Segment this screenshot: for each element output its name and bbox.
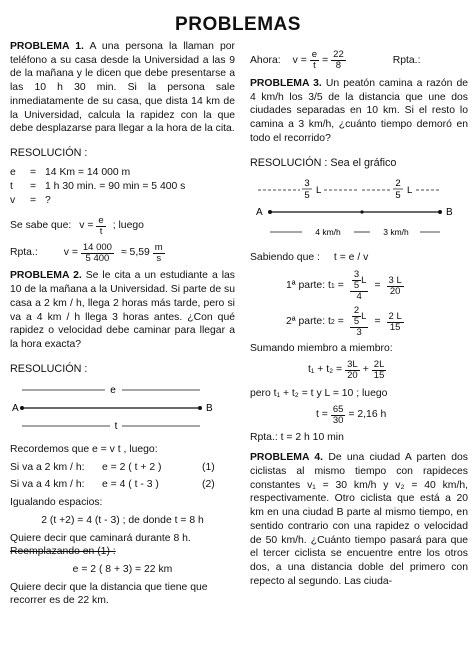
- answer-label: Rpta.:: [392, 54, 421, 66]
- time-value: = 2,16 h: [348, 409, 387, 421]
- label-a: A: [12, 403, 19, 415]
- data-row-v: [10, 194, 235, 208]
- t2: t: [328, 316, 331, 328]
- fraction-e-over-t: $\frac{e}{t}$: [98, 214, 104, 237]
- label-a: A: [256, 206, 263, 218]
- var-v: v: [10, 194, 16, 206]
- conclusion-time: Quiere decir que caminará durante 8 h.: [10, 532, 191, 544]
- frac-right-den: 5: [395, 189, 401, 201]
- speed-2-label: 3 km/h: [383, 226, 409, 237]
- case-2kmh: Si va a 2 km / h: e = 2 ( t + 2 ) (1): [10, 461, 215, 473]
- part-1-label: 1ª parte:: [286, 280, 326, 292]
- formula-suffix: ; luego: [112, 220, 144, 232]
- knowing-line: [250, 251, 468, 265]
- t2-result: $\frac{2 L}{15}$: [388, 310, 402, 333]
- answer-label: Rpta.:: [10, 247, 38, 259]
- label-b: B: [206, 403, 213, 415]
- point-a: [20, 406, 24, 410]
- problem-2-heading: PROBLEMA 2.: [10, 270, 82, 282]
- t2-big-fraction: $\frac{2}{5}$ L 3: [350, 306, 369, 338]
- label-b: B: [446, 206, 453, 218]
- time-fraction: $\frac{65}{30}$: [332, 403, 344, 426]
- problem-1-heading: PROBLEMA 1.: [10, 41, 84, 52]
- var-e: e: [10, 167, 16, 179]
- problem-4-text: De una ciudad A parten dos ciclistas al mismo tiempo con rapideces constantes v₁ = 30 km/h y v₂ = 40 km/h, respectivamente. Otro ciclista que está a 20 km en una ciudad B parte al mismo tiempo, en sentido contrario con una rapidez o velocidad de 50 km/h. ¿Cuánto tiempo pasará para que el tercer ciclista se encuentre entre los otros dos, a una distancia doble del primero con repecto al segundo. Las ciuda-: [250, 452, 469, 587]
- speed-1-label: 4 km/h: [315, 226, 341, 237]
- sum-label: Sumando miembro a miembro:: [250, 343, 393, 355]
- resolution-2-heading: RESOLUCIÓN :: [10, 362, 88, 375]
- time-result: [316, 405, 468, 426]
- t1-sub: 1: [330, 282, 335, 290]
- t1-result: $\frac{3 L}{20}$: [388, 274, 402, 297]
- answer-lhs: v =: [63, 247, 78, 259]
- frac-left-num: 3: [304, 177, 310, 189]
- problem-1-text: A una persona la llaman por teléfono a su casa desde la Universidad a las 9 de la mañana y le dicen que debe presentarse a las 10 h 30 min. Si la persona sale inmediatamente de su casa, que dista 14 km de la Universidad, calcula la rapidez con la que debe desplazarse para llegar a la hora de la cita.: [10, 41, 236, 135]
- knowing-formula: t = e / v: [333, 251, 369, 263]
- problem-1: [10, 40, 235, 136]
- answer-value: ≈ 5,59: [120, 247, 150, 259]
- problem-3: [250, 77, 468, 146]
- left-column: [10, 40, 235, 608]
- problem-3-heading: PROBLEMA 3.: [250, 77, 322, 89]
- answer-unit: $\frac{m}{s}$: [154, 241, 163, 264]
- problem-4-heading: PROBLEMA 4.: [250, 452, 324, 464]
- sum-frac-2: $\frac{2L}{15}$: [373, 358, 385, 381]
- frac-left-L: L: [316, 184, 322, 196]
- frac-right-L: L: [407, 184, 413, 196]
- point-b: [438, 210, 442, 214]
- problem-1-data: [10, 166, 235, 207]
- resolution-1-heading: RESOLUCIÓN :: [10, 147, 88, 160]
- problem-4: [250, 451, 468, 588]
- frac-right-num: 2: [395, 177, 401, 189]
- sum-lhs: t₁ + t₂ =: [308, 364, 343, 376]
- first-part: 1ª parte: t 1 = $\frac{3}{5}$ L 4 = $\frac{3 L}{20}$: [286, 269, 402, 303]
- now-label: Ahora:: [250, 54, 281, 66]
- distance-diagram-3: [250, 176, 468, 242]
- fraction-e-over-t: $\frac{e}{t}$: [311, 49, 318, 71]
- problem-2-text: Se le cita a un estudiante a las 10 de la mañana a la Universidad. Si parte de su casa a 2 km / h, llega 2 horas más tarde, pero si va a 4 km / h llega 3 horas antes. ¿Con qué rapidez o velocidad debe caminar para llegar a la hora exacta?: [10, 270, 235, 351]
- answer-2: Ahora: v = $\frac{e}{t}$ = $\frac{22}{8}$ Rpta.:: [250, 49, 421, 71]
- formula-lhs: v =: [79, 220, 94, 232]
- answer-fraction: $\frac{14 000}{5 400}$: [82, 241, 112, 264]
- distance-diagram-2: [10, 382, 230, 434]
- case-4kmh: Si va a 4 km / h: e = 4 ( t - 3 ) (2): [10, 479, 215, 491]
- data-row-e: [10, 166, 235, 180]
- fraction-22-over-8: $\frac{22}{8}$: [333, 49, 344, 71]
- part-2-label: 2ª parte:: [286, 316, 326, 328]
- equating-equation: 2 (t +2) = 4 (t - 3) ; de donde t = 8 h: [41, 514, 204, 526]
- label-t: t: [114, 421, 118, 433]
- sum-plus: +: [362, 364, 369, 376]
- equating-label: Igualando espacios:: [10, 497, 103, 509]
- equals: =: [30, 181, 37, 193]
- t2-sub: 2: [330, 318, 335, 326]
- t1: t: [328, 280, 331, 292]
- value-e: 14 Km = 14 000 m: [45, 167, 131, 179]
- point-a: [268, 210, 272, 214]
- frac-left-den: 5: [304, 189, 310, 201]
- formula-line: [10, 216, 235, 237]
- sum-equation: [308, 360, 468, 381]
- point-mid: [360, 210, 363, 213]
- value-v: ?: [45, 194, 51, 206]
- knowing-label: Sabiendo que :: [250, 251, 320, 263]
- conclusion-distance: Quiere decir que la distancia que tiene que recorrer es de 22 km.: [10, 581, 208, 607]
- equals: =: [30, 194, 37, 206]
- page-title: PROBLEMAS: [175, 14, 301, 35]
- t1-big-fraction: $\frac{3}{5}$ L 4: [350, 270, 369, 302]
- value-t: 1 h 30 min. = 90 min = 5 400 s: [45, 181, 186, 193]
- second-part: 2ª parte: t 2 = $\frac{2}{5}$ L 3 = $\frac{2 L}{15}$: [286, 305, 402, 339]
- data-row-t: [10, 180, 235, 194]
- sum-frac-1: $\frac{3L}{20}$: [347, 358, 358, 381]
- problem-2: [10, 269, 235, 351]
- problem-3-text: Un peatón camina a razón de 4 km/h los 3/5 de la distancia que une dos ciudades separadas en 10 km. Si el resto lo camina a 3 km/h, ¿cuánto tiempo demoró en todo el recorrido?: [250, 77, 469, 144]
- substitution-label: Reemplazando en (1) :: [10, 546, 116, 558]
- equals: =: [30, 167, 37, 179]
- answer-3: Rpta.: t = 2 h 10 min: [250, 432, 344, 444]
- var-t: t: [10, 181, 13, 193]
- right-column: [250, 50, 468, 599]
- answer-1: [10, 243, 235, 264]
- formula-intro: Se sabe que:: [10, 220, 72, 232]
- point-b: [198, 406, 202, 410]
- but-line: pero t₁ + t₂ = t y L = 10 ; luego: [250, 387, 388, 399]
- label-e: e: [110, 385, 116, 397]
- resolution-3-heading: RESOLUCIÓN : Sea el gráfico: [250, 156, 397, 169]
- substitution-equation: e = 2 ( 8 + 3) = 22 km: [72, 564, 173, 575]
- time-lhs: t =: [316, 409, 328, 421]
- recall-line: Recordemos que e = v t , luego:: [10, 443, 158, 455]
